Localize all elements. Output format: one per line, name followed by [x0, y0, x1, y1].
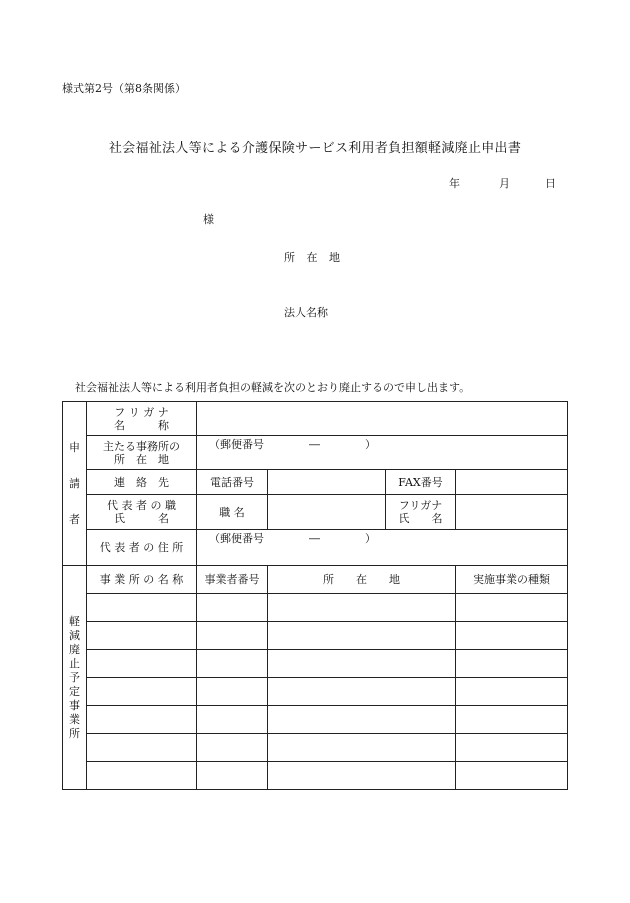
corporation-name-label: 法人名称 [284, 306, 328, 319]
table-row [63, 678, 568, 706]
office-number-cell[interactable] [197, 734, 268, 762]
table-row [63, 650, 568, 678]
furigana-label: フ リ ガ ナ [114, 405, 169, 419]
job-title-input-cell[interactable] [268, 495, 386, 530]
job-title-label: 職 名 [197, 495, 268, 530]
service-type-cell[interactable] [456, 678, 568, 706]
office-number-cell[interactable] [197, 622, 268, 650]
rep-name-input-cell[interactable] [456, 495, 568, 530]
date-day-label: 日 [545, 177, 556, 190]
office-name-cell[interactable] [87, 762, 197, 790]
document-title: 社会福祉法人等による介護保険サービス利用者負担額軽減廃止申出書 [108, 141, 522, 156]
name-label: 名 称 [114, 418, 169, 432]
date-year-label: 年 [449, 177, 460, 190]
office-number-cell[interactable] [197, 594, 268, 622]
table-row [63, 706, 568, 734]
office-number-cell[interactable] [197, 706, 268, 734]
name-input-cell[interactable] [197, 402, 568, 436]
office-address-cell[interactable] [268, 650, 456, 678]
office-name-cell[interactable] [87, 706, 197, 734]
offices-label-char: 軽 [69, 614, 80, 628]
main-office-label-cell: 主たる事務所の 所 在 地 [87, 436, 197, 470]
applicant-section-label: 申 請 者 [63, 402, 87, 566]
offices-label-char: 予 [69, 670, 80, 684]
office-number-cell[interactable] [197, 650, 268, 678]
service-type-cell[interactable] [456, 650, 568, 678]
postal-dash-2: ― [309, 532, 320, 545]
office-name-cell[interactable] [87, 650, 197, 678]
offices-label-char: 定 [69, 684, 80, 698]
addressee-suffix: 様 [203, 213, 214, 226]
office-address-cell[interactable] [268, 594, 456, 622]
service-type-cell[interactable] [456, 734, 568, 762]
office-name-cell[interactable] [87, 734, 197, 762]
postal-code-label-2: （郵便番号 [209, 532, 264, 545]
rep-address-cell[interactable] [197, 530, 568, 566]
postal-code-label: （郵便番号 [209, 438, 264, 451]
office-address-cell[interactable] [268, 734, 456, 762]
office-name-cell[interactable] [87, 622, 197, 650]
service-type-cell[interactable] [456, 762, 568, 790]
office-number-cell[interactable] [197, 678, 268, 706]
postal-close: ） [365, 438, 376, 451]
offices-label-char: 所 [69, 726, 80, 740]
table-row [63, 762, 568, 790]
service-type-cell[interactable] [456, 594, 568, 622]
offices-label-char: 止 [69, 656, 80, 670]
rep-address-label: 代 表 者 の 住 所 [87, 530, 197, 566]
main-office-address-cell[interactable] [197, 436, 568, 470]
office-number-cell[interactable] [197, 762, 268, 790]
table-row [63, 622, 568, 650]
location-label: 所 在 地 [284, 251, 344, 264]
rep-title-label-cell: 代 表 者 の 職 氏 名 [87, 495, 197, 530]
office-number-header: 事業者番号 [197, 566, 268, 594]
phone-input-cell[interactable] [268, 470, 386, 495]
office-address-cell[interactable] [268, 762, 456, 790]
office-address-cell[interactable] [268, 706, 456, 734]
office-address-cell[interactable] [268, 622, 456, 650]
fax-input-cell[interactable] [456, 470, 568, 495]
postal-dash: ― [309, 438, 320, 451]
office-name-header: 事 業 所 の 名 称 [87, 566, 197, 594]
offices-label-char: 事 [69, 698, 80, 712]
offices-section-label [63, 566, 87, 790]
postal-close-2: ） [365, 532, 376, 545]
service-type-cell[interactable] [456, 706, 568, 734]
table-row [63, 594, 568, 622]
statement-text: 社会福祉法人等による利用者負担の軽減を次のとおり廃止するので申し出ます。 [75, 381, 471, 394]
office-address-cell[interactable] [268, 678, 456, 706]
offices-label-char: 業 [69, 712, 80, 726]
office-name-cell[interactable] [87, 678, 197, 706]
table-row [63, 734, 568, 762]
office-address-header: 所 在 地 [268, 566, 456, 594]
phone-label: 電話番号 [197, 470, 268, 495]
rep-name-label-cell: フリガナ 氏 名 [386, 495, 456, 530]
contact-label: 連 絡 先 [87, 470, 197, 495]
date-month-label: 月 [499, 177, 510, 190]
service-type-header: 実施事業の種類 [456, 566, 568, 594]
service-type-cell[interactable] [456, 622, 568, 650]
offices-label-char: 減 [69, 628, 80, 642]
fax-label: FAX番号 [386, 470, 456, 495]
name-label-cell [87, 402, 197, 436]
offices-label-char: 廃 [69, 642, 80, 656]
office-name-cell[interactable] [87, 594, 197, 622]
form-number: 様式第2号（第8条関係） [62, 82, 186, 95]
application-form-table [62, 401, 568, 790]
